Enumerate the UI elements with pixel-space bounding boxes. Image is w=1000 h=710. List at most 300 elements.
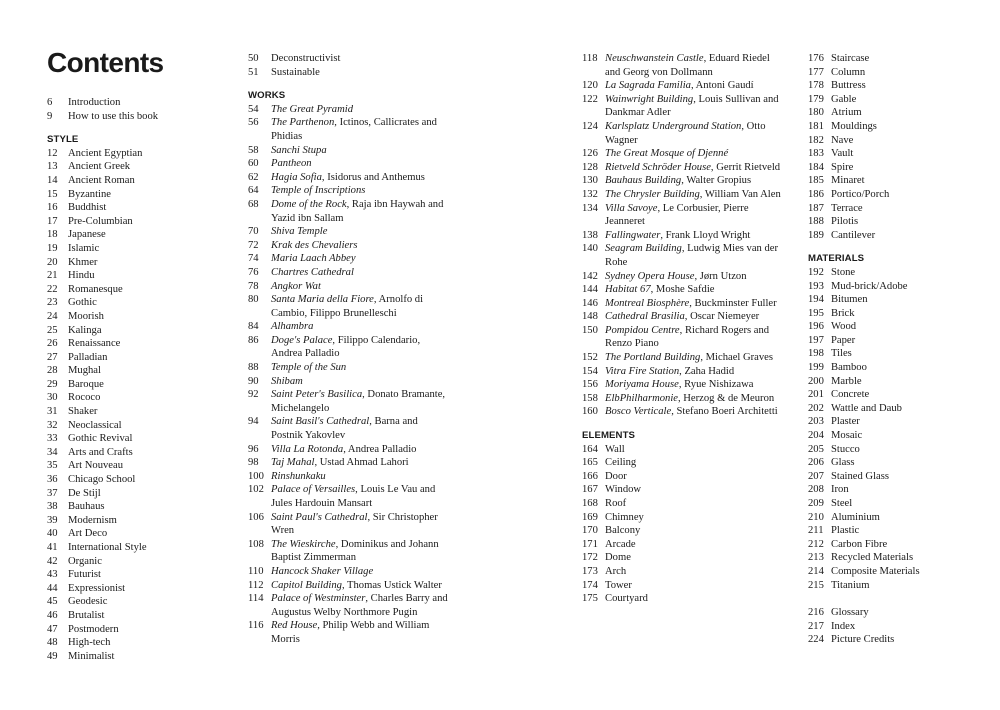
entry-title (68, 391, 227, 405)
entry-name: Palladian (68, 351, 108, 363)
entry-name: Ancient Egyptian (68, 147, 143, 159)
entry-name: Composite Materials (831, 565, 920, 577)
entry-title (831, 188, 988, 202)
work-name: Vitra Fire Station (605, 365, 680, 377)
entry-name: Tower (605, 579, 632, 591)
page-number: 37 (47, 487, 58, 499)
toc-entry (808, 134, 988, 148)
entry-name: Baroque (68, 378, 104, 390)
entry-title (68, 256, 227, 270)
toc-entry (248, 184, 448, 198)
entry-title (605, 324, 782, 351)
entry-name: , Michael Graves (700, 352, 773, 364)
entry-title (831, 415, 988, 429)
entry-name: Stained Glass (831, 470, 889, 482)
entry-name: , Oscar Niemeyer (684, 311, 760, 323)
page-number: 166 (582, 470, 598, 482)
entry-name: Roof (605, 498, 627, 509)
entry-title (605, 470, 782, 484)
entry-name: Minaret (831, 175, 865, 187)
work-name: Cathedral Brasilia (605, 311, 685, 323)
page-number: 148 (582, 311, 598, 323)
toc-entry (808, 565, 988, 579)
entry-name: Cantilever (831, 229, 876, 241)
entry-title (605, 551, 782, 565)
entry-name: Sustainable (271, 66, 320, 78)
toc-entry (248, 198, 448, 225)
contents-column-1 (47, 96, 227, 663)
toc-entry (808, 633, 988, 647)
work-name: Alhambra (271, 321, 314, 333)
page-number: 201 (808, 389, 824, 401)
page-number: 217 (808, 620, 824, 632)
toc-entry (582, 270, 782, 284)
entry-name: Khmer (68, 256, 98, 268)
entry-name: Plaster (831, 416, 860, 428)
toc-entry (808, 429, 988, 443)
page-number: 180 (808, 107, 824, 119)
entry-name: , Louis Le Vau and Jules Hardouin Mansart (271, 484, 436, 509)
entry-name: , Zaha Hadid (679, 365, 735, 377)
page-number: 164 (582, 443, 598, 455)
toc-entry (582, 242, 782, 269)
entry-title (68, 623, 227, 637)
entry-title (68, 242, 227, 256)
page-number: 210 (808, 511, 824, 523)
page-number: 15 (47, 188, 58, 200)
page-number: 120 (582, 80, 598, 92)
page-number: 132 (582, 188, 598, 200)
entry-title (68, 636, 227, 650)
entry-name: , William Van Alen (699, 188, 781, 200)
page-number: 46 (47, 609, 58, 621)
entry-title (271, 511, 448, 538)
entry-title (831, 79, 988, 93)
entry-name: Minimalist (68, 650, 115, 662)
page-number: 13 (47, 161, 58, 173)
work-name: Krak des Chevaliers (271, 239, 358, 251)
entry-name: , Le Corbusier, Pierre Jeanneret (605, 202, 749, 228)
entry-title (831, 307, 988, 321)
page-number: 198 (808, 348, 824, 360)
page-number: 25 (47, 324, 58, 336)
toc-entry (582, 147, 782, 161)
toc-entry (808, 375, 988, 389)
toc-entry (47, 623, 227, 637)
toc-entry (248, 470, 448, 484)
page-number: 34 (47, 446, 58, 458)
toc-entry (47, 147, 227, 161)
toc-entry (808, 538, 988, 552)
toc-entry (248, 116, 448, 143)
entry-title (605, 538, 782, 552)
toc-entry (47, 269, 227, 283)
toc-entry (248, 293, 448, 320)
toc-entry (47, 419, 227, 433)
entry-title (271, 280, 448, 294)
toc-entry (248, 483, 448, 510)
page-number: 195 (808, 307, 824, 319)
work-name: Temple of the Sun (271, 362, 347, 374)
page-number: 12 (47, 147, 58, 159)
entry-name: Expressionist (68, 582, 126, 594)
toc-entry (248, 456, 448, 470)
page-number: 18 (47, 229, 58, 241)
work-name: Bauhaus Building (605, 175, 682, 187)
page-number: 21 (47, 270, 58, 282)
page-number: 128 (582, 161, 598, 173)
toc-entry (808, 188, 988, 202)
work-name: Saint Paul's Cathedral (271, 511, 368, 523)
page-number: 45 (47, 596, 58, 608)
page-number: 19 (47, 242, 58, 254)
work-name: Shibam (271, 375, 303, 387)
toc-entry (582, 470, 782, 484)
page-number: 50 (248, 53, 259, 64)
entry-name: Wattle and Daub (831, 402, 902, 414)
work-name: Hancock Shaker Village (271, 565, 374, 577)
entry-title (271, 266, 448, 280)
entry-name: Neoclassical (68, 419, 122, 431)
entry-title (271, 388, 448, 415)
page-number: 40 (47, 528, 58, 540)
entry-title (605, 120, 782, 147)
entry-title (271, 619, 448, 646)
entry-title (68, 446, 227, 460)
entry-name: , Buckminster Fuller (689, 297, 777, 309)
toc-entry (248, 225, 448, 239)
page-number: 134 (582, 202, 598, 214)
entry-title (831, 106, 988, 120)
toc-entry (582, 188, 782, 202)
entry-name: Gothic (68, 297, 97, 309)
entry-title (605, 579, 782, 593)
entry-name: Mud-brick/Adobe (831, 280, 908, 292)
toc-entry (47, 582, 227, 596)
toc-entry (47, 188, 227, 202)
toc-entry (47, 595, 227, 609)
entry-title (605, 297, 782, 311)
entry-title (605, 242, 782, 269)
toc-entry (47, 256, 227, 270)
work-name: Shiva Temple (271, 226, 328, 238)
toc-entry (47, 405, 227, 419)
toc-entry (248, 538, 448, 565)
entry-title (68, 215, 227, 229)
page-number: 49 (47, 650, 58, 662)
work-name: The Chrysler Building (605, 188, 700, 200)
entry-title (605, 592, 782, 606)
entry-title (68, 595, 227, 609)
page-number: 181 (808, 120, 824, 132)
page-number: 199 (808, 362, 824, 374)
entry-name: High-tech (68, 637, 111, 649)
entry-title (68, 541, 227, 555)
entry-name: , Richard Rogers and Renzo Piano (605, 324, 770, 350)
entry-name: , Isidorus and Anthemus (321, 171, 425, 183)
entry-title (831, 606, 988, 620)
page-number: 175 (582, 593, 598, 605)
entry-name: Bitumen (831, 294, 868, 306)
entry-title (605, 351, 782, 365)
toc-entry (582, 351, 782, 365)
work-name: Maria Laach Abbey (271, 253, 356, 265)
page-number: 122 (582, 93, 598, 105)
toc-entry (47, 514, 227, 528)
toc-entry (248, 388, 448, 415)
page-number: 152 (582, 352, 598, 364)
entry-title (68, 432, 227, 446)
page-number: 146 (582, 297, 598, 309)
entry-title (831, 161, 988, 175)
toc-entry (248, 266, 448, 280)
entry-name: , Ustad Ahmad Lahori (314, 457, 409, 469)
toc-entry (47, 527, 227, 541)
page-number: 100 (248, 470, 264, 482)
entry-name: Atrium (831, 107, 862, 119)
toc-entry (47, 110, 227, 124)
toc-entry (248, 171, 448, 185)
toc-entry (808, 402, 988, 416)
entry-name: Introduction (68, 97, 121, 108)
work-name: Palace of Versailles (271, 484, 356, 496)
entry-name: Rococo (68, 392, 101, 404)
page-number: 80 (248, 294, 259, 306)
toc-entry (248, 619, 448, 646)
page-number: 203 (808, 416, 824, 428)
page-number: 212 (808, 538, 824, 550)
toc-entry (582, 161, 782, 175)
entry-title (271, 579, 448, 593)
entry-title (831, 147, 988, 161)
contents-column-2 (248, 52, 448, 647)
entry-title (68, 337, 227, 351)
entry-title (68, 609, 227, 623)
entry-name: Brutalist (68, 609, 105, 621)
work-name: Karlsplatz Underground Station (605, 120, 742, 132)
toc-entry (47, 473, 227, 487)
entry-name: Islamic (68, 242, 100, 254)
entry-title (831, 334, 988, 348)
toc-entry (582, 365, 782, 379)
entry-name: De Stijl (68, 487, 101, 499)
entry-title (831, 497, 988, 511)
entry-name: Mughal (68, 365, 101, 377)
entry-title (831, 134, 988, 148)
toc-entry (582, 405, 782, 419)
toc-entry (47, 609, 227, 623)
page-number: 154 (582, 365, 598, 377)
page-number: 72 (248, 239, 259, 251)
toc-entry (47, 283, 227, 297)
entry-title (271, 144, 448, 158)
entry-title (68, 555, 227, 569)
contents-column-3 (582, 52, 782, 606)
entry-title (271, 157, 448, 171)
entry-name: Japanese (68, 229, 106, 241)
toc-entry (248, 280, 448, 294)
toc-entry (582, 483, 782, 497)
entry-name: Index (831, 620, 856, 632)
page-number: 31 (47, 406, 58, 418)
toc-entry (582, 579, 782, 593)
entry-title (831, 620, 988, 634)
entry-name: Geodesic (68, 596, 108, 608)
toc-entry (47, 160, 227, 174)
entry-title (605, 283, 782, 297)
entry-title (831, 579, 988, 593)
page-number: 70 (248, 226, 259, 238)
page-number: 168 (582, 498, 598, 509)
toc-entry (582, 310, 782, 324)
entry-name: , Barna and Postnik Yakovlev (271, 416, 418, 442)
entry-name: Romanesque (68, 283, 123, 295)
entry-title (831, 347, 988, 361)
entry-name: Paper (831, 334, 856, 346)
toc-entry (47, 96, 227, 110)
section-heading: ELEMENTS (582, 430, 636, 442)
work-name: Taj Mahal (271, 457, 315, 469)
toc-entry (248, 252, 448, 266)
toc-entry (248, 334, 448, 361)
entry-title (831, 93, 988, 107)
work-name: Hagia Sofia (271, 171, 322, 183)
entry-name: , Andrea Palladio (343, 443, 417, 455)
entry-name: , Herzog & de Meuron (677, 392, 775, 404)
toc-entry (808, 161, 988, 175)
entry-name: , Donato Bramante, Michelangelo (271, 389, 446, 414)
entry-title (68, 500, 227, 514)
toc-entry (582, 524, 782, 538)
toc-entry (47, 351, 227, 365)
page-number: 140 (582, 243, 598, 255)
work-name: Rinshunkaku (271, 470, 326, 482)
work-name: ElbPhilharmonie (605, 392, 678, 404)
page-number: 41 (47, 542, 58, 553)
entry-title (68, 96, 227, 110)
page-number: 142 (582, 270, 598, 282)
entry-title (271, 239, 448, 253)
toc-entry (808, 511, 988, 525)
page-number: 38 (47, 501, 58, 513)
section-heading: MATERIALS (808, 253, 865, 265)
toc-entry (808, 347, 988, 361)
toc-entry (582, 378, 782, 392)
work-name: Santa Maria della Fiore (271, 294, 374, 306)
page-number: 188 (808, 216, 824, 228)
work-name: Doge's Palace (271, 334, 333, 346)
entry-name: Wall (605, 443, 625, 455)
work-name: Montreal Biosphère (605, 297, 690, 309)
entry-title (831, 429, 988, 443)
entry-name: Arts and Crafts (68, 446, 133, 458)
work-name: Sydney Opera House (605, 270, 695, 282)
toc-entry (47, 296, 227, 310)
entry-name: Wood (831, 321, 857, 333)
page-number: 54 (248, 103, 259, 115)
page-number: 96 (248, 443, 259, 455)
entry-name: , Filippo Calendario, Andrea Palladio (271, 334, 421, 360)
entry-title (68, 296, 227, 310)
toc-entry (248, 361, 448, 375)
entry-name: Vault (831, 148, 854, 160)
entry-name: , Thomas Ustick Walter (341, 579, 442, 591)
toc-entry (248, 157, 448, 171)
work-name: Fallingwater (605, 229, 661, 241)
page-number: 207 (808, 470, 824, 482)
entry-title (831, 66, 988, 80)
page-number: 17 (47, 215, 58, 227)
toc-entry (582, 538, 782, 552)
page-number: 14 (47, 174, 58, 186)
entry-name: Hindu (68, 270, 95, 282)
entry-name: Ancient Greek (68, 161, 131, 173)
entry-title (271, 52, 448, 66)
entry-name: Mosaic (831, 430, 863, 442)
entry-name: Aluminium (831, 511, 880, 523)
toc-entry (808, 443, 988, 457)
toc-entry (808, 483, 988, 497)
page-number: 60 (248, 158, 259, 170)
entry-name: , Charles Barry and Augustus Welby Northmore Pugin (271, 593, 448, 618)
page-number: 167 (582, 484, 598, 496)
entry-title (271, 443, 448, 457)
toc-entry (582, 324, 782, 351)
page-number: 76 (248, 266, 259, 278)
page-number: 23 (47, 297, 58, 309)
toc-entry (808, 79, 988, 93)
work-name: Wainwright Building (605, 93, 694, 105)
toc-entry (582, 202, 782, 229)
page-number: 84 (248, 321, 259, 333)
work-name: The Wieskirche (271, 538, 336, 550)
entry-title (831, 551, 988, 565)
page-number: 174 (582, 579, 598, 591)
toc-entry (47, 228, 227, 242)
entry-title (831, 229, 988, 243)
work-name: The Parthenon (271, 117, 335, 129)
entry-name: Futurist (68, 569, 101, 581)
entry-name: Brick (831, 307, 855, 319)
entry-title (68, 201, 227, 215)
entry-name: Recycled Materials (831, 552, 914, 564)
toc-entry (248, 592, 448, 619)
toc-entry (47, 650, 227, 664)
work-name: Sanchi Stupa (271, 144, 327, 156)
page-number: 144 (582, 284, 598, 296)
entry-title (831, 402, 988, 416)
entry-name: Buttress (831, 80, 866, 92)
page-number: 106 (248, 511, 264, 523)
entry-title (68, 174, 227, 188)
page-number: 92 (248, 389, 259, 401)
page-number: 64 (248, 185, 259, 197)
entry-title (271, 184, 448, 198)
toc-entry (582, 297, 782, 311)
entry-title (271, 103, 448, 117)
entry-title (68, 568, 227, 582)
entry-title (68, 147, 227, 161)
page-number: 114 (248, 593, 264, 605)
entry-name: Postmodern (68, 623, 119, 635)
page-number: 130 (582, 175, 598, 187)
entry-name: Modernism (68, 514, 117, 526)
entry-title (831, 202, 988, 216)
entry-title (68, 188, 227, 202)
entry-name: Art Deco (68, 528, 108, 540)
entry-title (68, 283, 227, 297)
entry-title (68, 310, 227, 324)
